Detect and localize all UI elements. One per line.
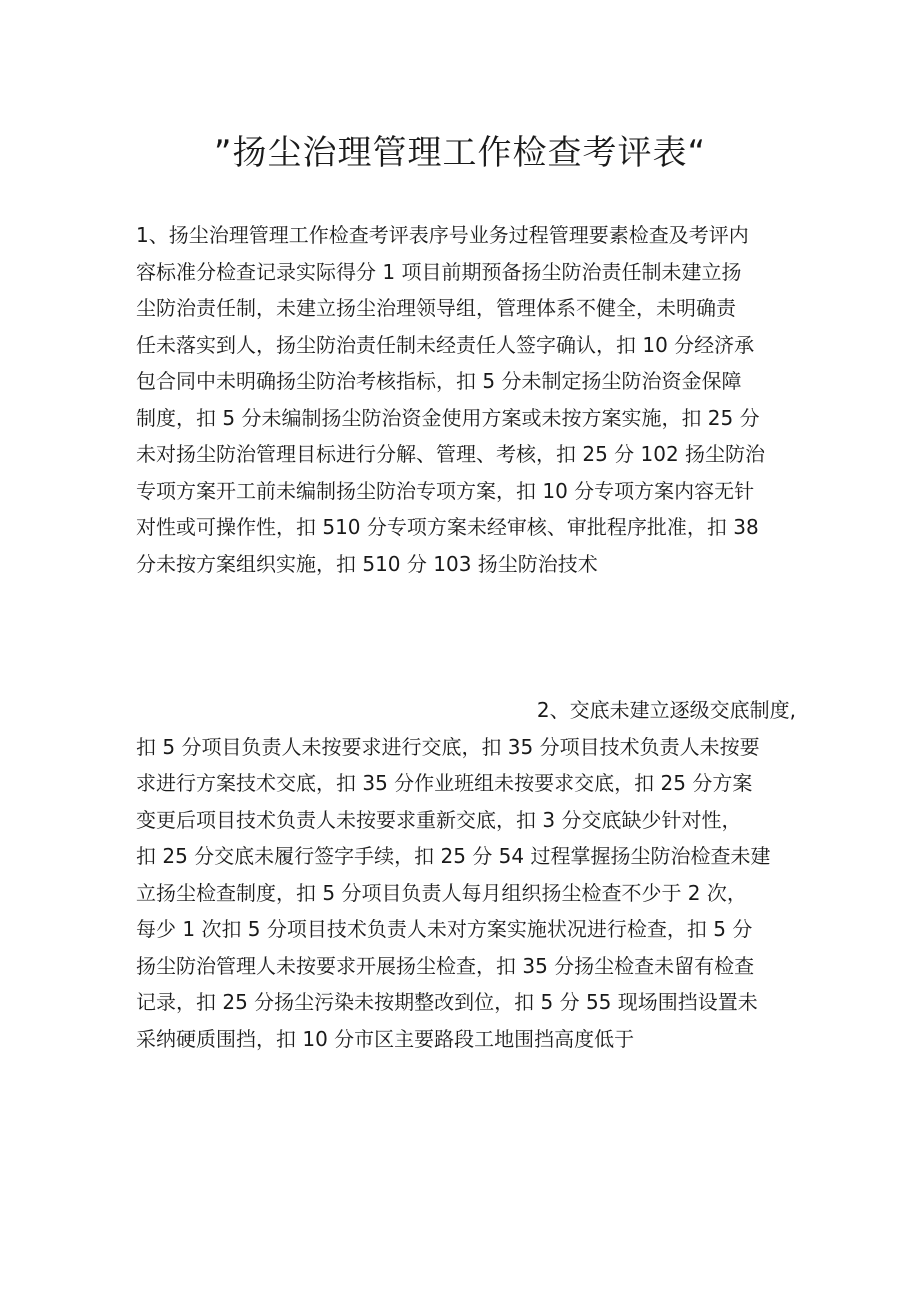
text-line: 扬尘防治管理人未按要求开展扬尘检查，扣 35 分扬尘检查未留有检查 — [136, 953, 755, 978]
text-line: 2、交底未建立逐级交底制度, — [536, 698, 796, 722]
text-line: 采纳硬质围挡，扣 10 分市区主要路段工地围挡高度低于 — [136, 1026, 635, 1051]
text-line: 记录，扣 25 分扬尘污染未按期整改到位，扣 5 分 55 现场围挡设置未 — [136, 990, 758, 1014]
paragraph-1 — [136, 217, 796, 582]
text-line: 未对扬尘防治管理目标进行分解、管理、考核，扣 25 分 102 扬尘防治 — [136, 442, 766, 466]
text-line: 每少 1 次扣 5 分项目技术负责人未对方案实施状况进行检查，扣 5 分 — [136, 917, 753, 941]
text-line: 扣 25 分交底未履行签字手续，扣 25 分 54 过程掌握扬尘防治检查未建 — [136, 844, 771, 868]
text-line: 专项方案开工前未编制扬尘防治专项方案，扣 10 分专项方案内容无针 — [136, 478, 755, 503]
text-line: 1、扬尘治理管理工作检查考评表序号业务过程管理要素检查及考评内 — [136, 223, 749, 247]
text-line: 变更后项目技术负责人未按要求重新交底，扣 3 分交底缺少针对性， — [136, 807, 742, 832]
paragraph-2 — [136, 692, 796, 1057]
text-line: 尘防治责任制，未建立扬尘治理领导组，管理体系不健全，未明确责 — [136, 296, 736, 320]
text-line: 分未按方案组织实施，扣 510 分 103 扬尘防治技术 — [136, 551, 598, 576]
text-line: 任未落实到人，扬尘防治责任制未经责任人签字确认，扣 10 分经济承 — [136, 332, 755, 357]
text-line: 扣 5 分项目负责人未按要求进行交底，扣 35 分项目技术负责人未按要 — [136, 734, 760, 759]
text-line: 容标准分检查记录实际得分 1 项目前期预备扬尘防治责任制未建立扬 — [136, 259, 742, 284]
text-line: 立扬尘检查制度，扣 5 分项目负责人每月组织扬尘检查不少于 2 次， — [136, 880, 747, 905]
text-line: 制度，扣 5 分未编制扬尘防治资金使用方案或未按方案实施，扣 25 分 — [136, 405, 760, 430]
document-title: ”扬尘治理管理工作检查考评表“ — [213, 133, 707, 173]
text-line: 对性或可操作性，扣 510 分专项方案未经审核、审批程序批准，扣 38 — [136, 515, 759, 539]
text-line: 包合同中未明确扬尘防治考核指标，扣 5 分未制定扬尘防治资金保障 — [136, 369, 742, 393]
text-line: 求进行方案技术交底，扣 35 分作业班组未按要求交底，扣 25 分方案 — [136, 771, 753, 795]
